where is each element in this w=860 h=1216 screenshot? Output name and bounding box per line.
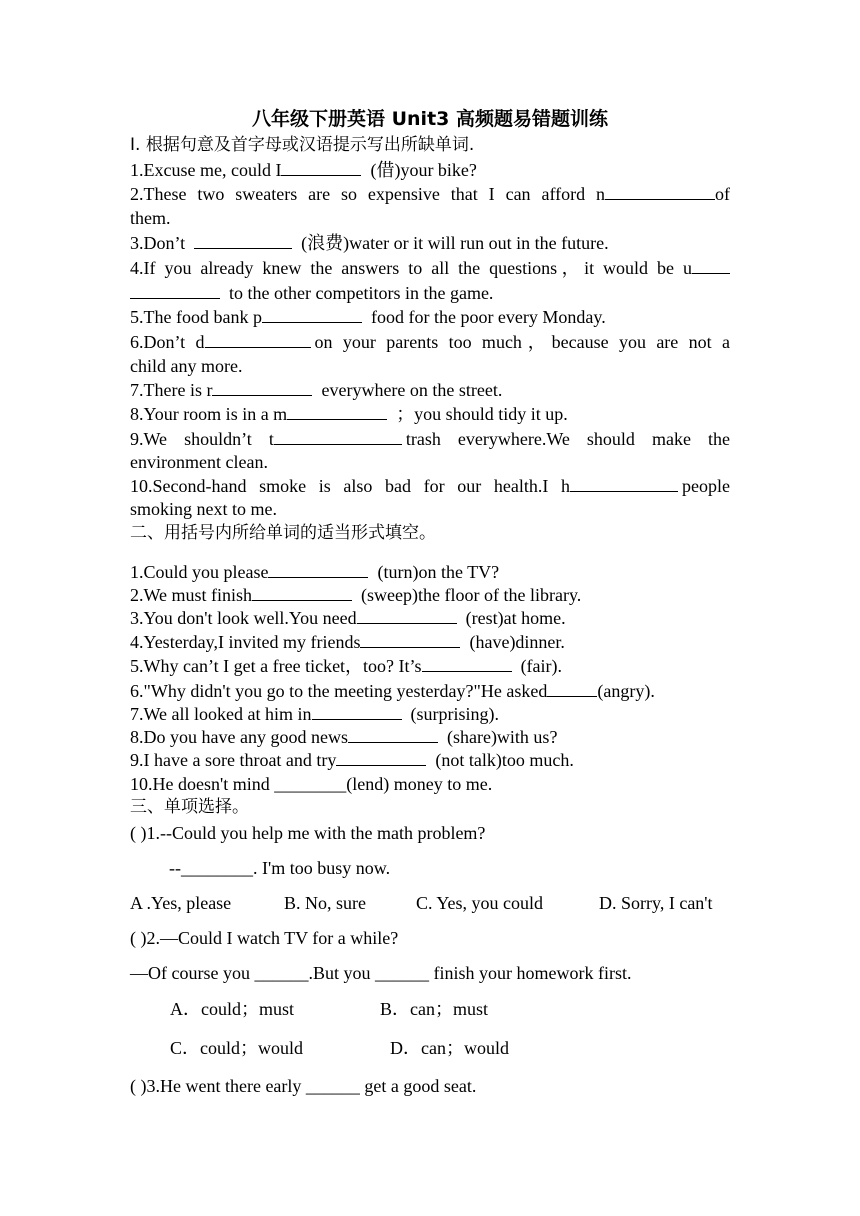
blank[interactable] xyxy=(348,726,438,743)
blank[interactable] xyxy=(605,183,715,200)
s1-question-6-cont: child any more. xyxy=(130,356,243,376)
section-2-heading: 二、用括号内所给单词的适当形式填空。 xyxy=(130,523,436,543)
s1-question-10: 10.Second-hand smoke is also bad for our health.I h people xyxy=(130,476,730,496)
blank[interactable] xyxy=(281,159,361,176)
s1-question-8: 8.Your room is in a m ；you should tidy it up. xyxy=(130,404,568,424)
s2-question-1: 1.Could you please (turn)on the TV? xyxy=(130,562,500,582)
s2-question-7: 7.We all looked at him in (surprising). xyxy=(130,704,500,724)
blank[interactable] xyxy=(360,631,460,648)
s3-question-2-option-b[interactable]: B．can；must xyxy=(380,999,488,1019)
blank[interactable] xyxy=(130,282,220,299)
blank[interactable] xyxy=(205,331,311,348)
s3-question-1-stem: ( )1.--Could you help me with the math problem? xyxy=(130,823,486,843)
blank[interactable] xyxy=(262,306,362,323)
s2-question-2: 2.We must finish (sweep)the floor of the library. xyxy=(130,585,582,605)
blank[interactable] xyxy=(212,379,312,396)
s2-question-5: 5.Why can’t I get a free ticket，too? It’s (fair). xyxy=(130,656,563,676)
s3-question-3-stem: ( )3.He went there early ______ get a good seat. xyxy=(130,1076,477,1096)
s1-question-7: 7.There is r everywhere on the street. xyxy=(130,380,503,400)
s1-question-2-cont: them. xyxy=(130,208,171,228)
s2-question-8: 8.Do you have any good news (share)with us? xyxy=(130,727,558,747)
blank[interactable] xyxy=(287,403,387,420)
blank[interactable] xyxy=(547,680,597,697)
blank[interactable] xyxy=(570,475,678,492)
s1-question-1: 1.Excuse me, could I (借)your bike? xyxy=(130,160,477,180)
s2-question-3: 3.You don't look well.You need (rest)at home. xyxy=(130,608,566,628)
s1-question-4: 4.If you already knew the answers to all the questions，it would be u xyxy=(130,257,730,279)
s1-question-5: 5.The food bank p food for the poor every Monday. xyxy=(130,307,606,327)
s1-question-3: 3.Don’t (浪费)water or it will run out in the future. xyxy=(130,233,609,253)
s1-question-9-cont: environment clean. xyxy=(130,452,268,472)
s2-question-6: 6."Why didn't you go to the meeting yesterday?"He asked (angry). xyxy=(130,681,655,701)
s3-question-2-reply: —Of course you ______.But you ______ finish your homework first. xyxy=(130,963,632,983)
blank[interactable] xyxy=(274,428,402,445)
worksheet-title: 八年级下册英语 Unit3 高频题易错题训练 xyxy=(251,108,608,130)
blank[interactable] xyxy=(357,607,457,624)
section-3-heading: 三、单项选择。 xyxy=(130,797,249,817)
s1-question-10-cont: smoking next to me. xyxy=(130,499,277,519)
s3-question-1-reply: --________. I'm too busy now. xyxy=(169,858,391,878)
blank[interactable] xyxy=(194,232,292,249)
s3-question-1-option-d[interactable]: D. Sorry, I can't xyxy=(599,893,713,913)
blank[interactable] xyxy=(422,655,512,672)
section-1-heading: I. 根据句意及首字母或汉语提示写出所缺单词. xyxy=(130,135,475,155)
blank[interactable] xyxy=(252,584,352,601)
s3-question-1-option-c[interactable]: C. Yes, you could xyxy=(416,893,544,913)
blank[interactable] xyxy=(692,257,730,274)
blank[interactable] xyxy=(268,561,368,578)
s3-question-2-option-a[interactable]: A．could；must xyxy=(170,999,294,1019)
s3-question-2-option-d[interactable]: D．can；would xyxy=(390,1038,509,1058)
s1-question-4-cont: to the other competitors in the game. xyxy=(130,282,493,304)
blank[interactable] xyxy=(312,703,402,720)
s2-question-4: 4.Yesterday,I invited my friends (have)dinner. xyxy=(130,632,565,652)
s1-question-9: 9.We shouldn’t t trash everywhere.We should make the xyxy=(130,429,730,449)
s3-question-2-option-c[interactable]: C．could；would xyxy=(170,1038,303,1058)
s3-question-2-stem: ( )2.—Could I watch TV for a while? xyxy=(130,928,399,948)
s1-question-2: 2.These two sweaters are so expensive that I can afford n of xyxy=(130,184,730,204)
s3-question-1-option-b[interactable]: B. No, sure xyxy=(284,893,366,913)
s2-question-10: 10.He doesn't mind ________(lend) money to me. xyxy=(130,774,493,794)
s3-question-1-option-a[interactable]: A .Yes, please xyxy=(130,893,232,913)
blank[interactable] xyxy=(336,749,426,766)
s2-question-9: 9.I have a sore throat and try (not talk)too much. xyxy=(130,750,574,770)
s1-question-6: 6.Don’t d on your parents too much，because you are not a xyxy=(130,332,730,352)
